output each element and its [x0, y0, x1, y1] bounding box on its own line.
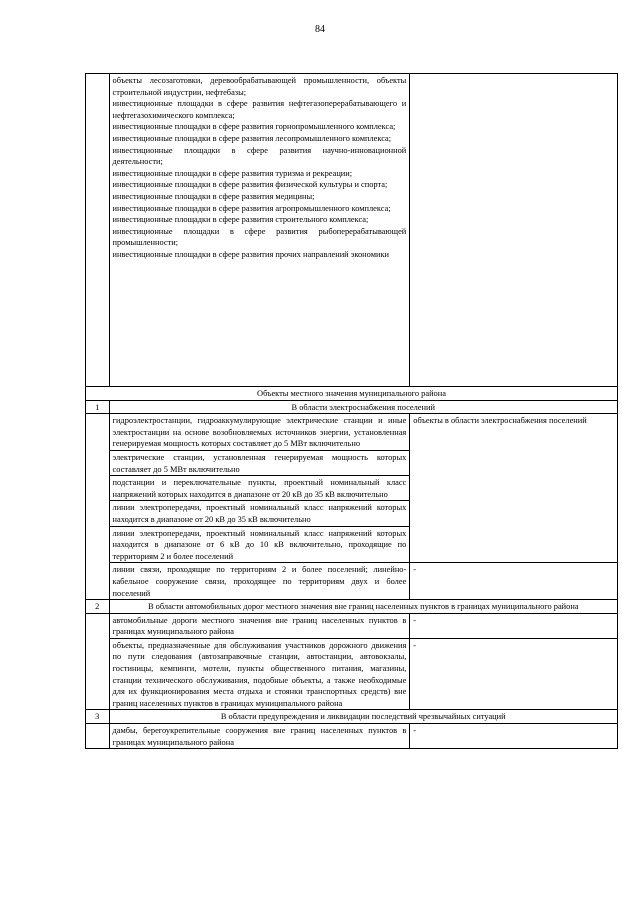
table-row-section-header — [86, 387, 618, 401]
table-row — [86, 724, 618, 749]
cell-empty — [410, 74, 618, 387]
note-cell: - — [410, 638, 618, 710]
cell-empty — [86, 724, 110, 749]
table-row — [86, 638, 618, 710]
list-item: инвестиционные площадки в сфере развития лесопромышленного комплекса; — [112, 133, 392, 143]
object-cell: автомобильные дороги местного значения вне границ населенных пунктов в границах муниципального района — [109, 613, 410, 638]
table-row-section-title — [86, 400, 618, 414]
section-title: В области электроснабжения поселений — [109, 400, 617, 414]
object-cell: электрические станции, установленная генерируемая мощность которых составляет до 5 МВт включительно — [109, 450, 410, 475]
object-cell: линии электропередачи, проектный номинальный класс напряжений которых находится в диапазоне от 6 кВ до 10 кВ включительно, проходящие по территориям 2 и более поселений — [109, 526, 410, 563]
cell-empty — [86, 414, 110, 600]
table-row-section-title — [86, 600, 618, 614]
list-item: объекты лесозаготовки, деревообрабатывающей промышленности, объекты строительной индустрии, нефтебазы; — [112, 76, 407, 97]
object-cell: дамбы, берегоукрепительные сооружения вне границ населенных пунктов в границах муниципального района — [109, 724, 410, 749]
note-cell: - — [410, 563, 618, 600]
table-row — [86, 563, 618, 600]
section-title: В области предупреждения и ликвидации последствий чрезвычайных ситуаций — [109, 710, 617, 724]
note-cell: - — [410, 613, 618, 638]
table-row-section-title — [86, 710, 618, 724]
list-item: инвестиционные площадки в сфере развития туризма и рекреации; — [112, 168, 353, 178]
list-item: инвестиционные площадки в сфере развития медицины; — [112, 191, 315, 201]
list-item: инвестиционные площадки в сфере развития нефтегазоперерабатывающего и нефтегазохимического комплекса; — [112, 99, 407, 120]
list-item: инвестиционные площадки в сфере развития горнопромышленного комплекса; — [112, 122, 396, 132]
object-cell: объекты, предназначенные для обслуживания участников дорожного движения по пути следования (автозаправочные станции, автостанции, автовокзалы, гостиницы, кемпинги, мотели, пункты общественного питания, магазины, станции технического обслуживания, подобные объекты, а также необходимые для их функционирования места отдыха и стоянки транспортных средств) вне границ населенных пунктов в границах муниципального района — [109, 638, 410, 710]
cell-object-list — [109, 74, 410, 387]
table-row — [86, 613, 618, 638]
section-header: Объекты местного значения муниципального района — [86, 387, 618, 401]
list-item: инвестиционные площадки в сфере развития рыбоперерабатывающей промышленности; — [112, 226, 407, 248]
table-row-continuation — [86, 74, 618, 387]
note-cell: объекты в области электроснабжения поселений — [410, 414, 618, 563]
section-title: В области автомобильных дорог местного значения вне границ населенных пунктов в границах муниципального района — [109, 600, 617, 614]
list-item: инвестиционные площадки в сфере развития физической культуры и спорта; — [112, 180, 388, 190]
cell-empty — [86, 613, 110, 710]
objects-table — [85, 73, 618, 749]
object-cell: подстанции и переключательные пункты, проектный номинальный класс напряжений которых находится в диапазоне от 20 кВ до 35 кВ включительно — [109, 476, 410, 501]
section-number: 1 — [86, 400, 110, 414]
table-row — [86, 414, 618, 451]
note-cell: - — [410, 724, 618, 749]
list-item: инвестиционные площадки в сфере развития агропромышленного комплекса; — [112, 203, 391, 213]
object-cell: гидроэлектростанции, гидроаккумулирующие электрические станции и иные электростанции на основе возобновляемых источников энергии, установленная генерируемая мощность которых составляет до 5 МВт включительно — [109, 414, 410, 451]
list-item: инвестиционные площадки в сфере развития прочих направлений экономики — [112, 249, 390, 259]
page-number: 84 — [315, 24, 325, 35]
section-number: 3 — [86, 710, 110, 724]
object-cell: линии электропередачи, проектный номинальный класс напряжений которых находится в диапазоне от 20 кВ до 35 кВ включительно — [109, 501, 410, 526]
object-cell: линии связи, проходящие по территориям 2 и более поселений; линейно-кабельное сооружение связи, проходящее по территориям двух и более поселений — [109, 563, 410, 600]
cell-empty — [86, 74, 110, 387]
list-item: инвестиционные площадки в сфере развития строительного комплекса; — [112, 215, 369, 225]
section-number: 2 — [86, 600, 110, 614]
list-item: инвестиционные площадки в сфере развития научно-инновационной деятельности; — [112, 145, 407, 167]
